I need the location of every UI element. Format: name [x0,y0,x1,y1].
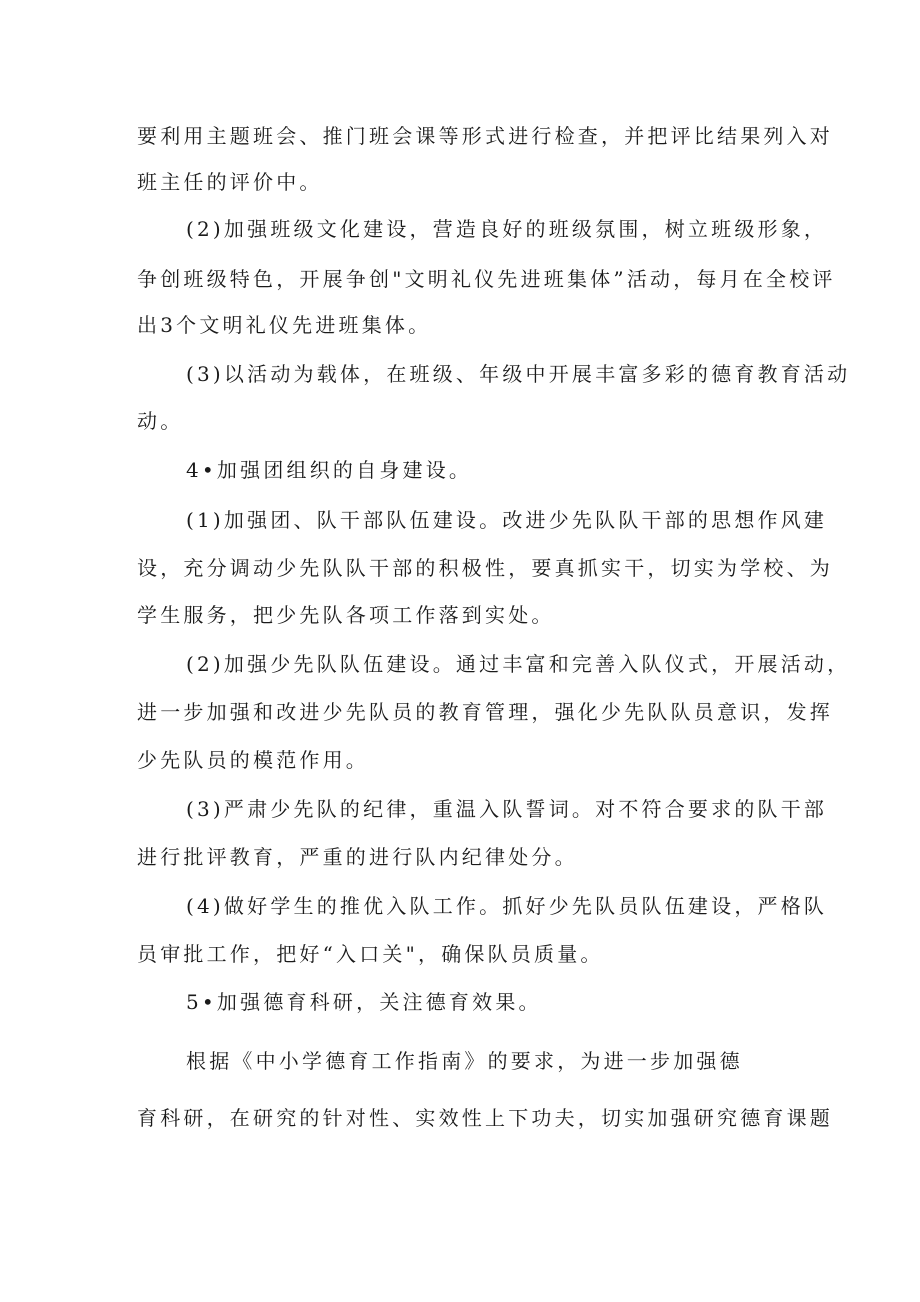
section-heading: 4•加强团组织的自身建设。 [186,458,473,482]
text-line: 争创班级特色，开展争创"文明礼仪先进班集体”活动，每月在全校评 [137,267,836,291]
section-heading: 5•加强德育科研，关注德育效果。 [186,990,542,1014]
text-line: 学生服务，把少先队各项工作落到实处。 [137,603,555,627]
text-line: 动。 [137,409,184,433]
text-line: (4)做好学生的推优入队工作。抓好少先队员队伍建设，严格队 [186,894,828,918]
text-line: 班主任的评价中。 [137,170,323,194]
text-line: (3)以活动为载体，在班级、年级中开展丰富多彩的德育教育活动 [186,362,851,386]
text-line: 根据《中小学德育工作指南》的要求，为进一步加强德 [186,1049,743,1073]
text-line: 设，充分调动少先队队干部的积极性，要真抓实干，切实为学校、为 [137,556,833,580]
text-line: 出3个文明礼仪先进班集体。 [137,313,432,337]
text-line: 育科研，在研究的针对性、实效性上下功夫，切实加强研究德育课题 [137,1106,833,1130]
text-line: 要利用主题班会、推门班会课等形式进行检查，并把评比结果列入对 [137,124,833,148]
text-line: 员审批工作，把好“入口关"，确保队员质量。 [137,942,604,966]
text-line: 进行批评教育，严重的进行队内纪律处分。 [137,845,578,869]
text-line: 进一步加强和改进少先队员的教育管理，强化少先队队员意识，发挥 [137,700,833,724]
text-line: (1)加强团、队干部队伍建设。改进少先队队干部的思想作风建 [186,508,828,532]
text-line: (3)严肃少先队的纪律，重温入队誓词。对不符合要求的队干部 [186,797,828,821]
text-line: (2)加强班级文化建设，营造良好的班级氛围，树立班级形象， [186,217,828,241]
text-line: (2)加强少先队队伍建设。通过丰富和完善入队仪式，开展活动， [186,652,851,676]
text-line: 少先队员的模范作用。 [137,748,369,772]
